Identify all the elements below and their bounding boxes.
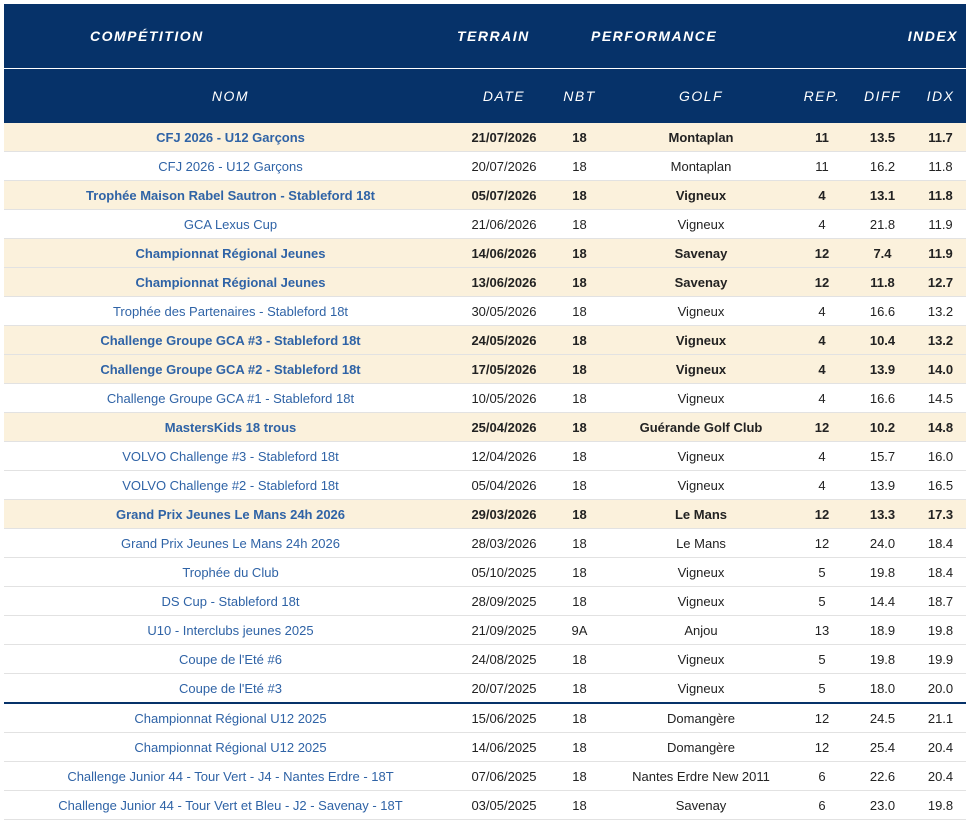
cell-rep: 4 <box>794 326 850 355</box>
cell-diff: 16.6 <box>850 297 915 326</box>
header-group-row <box>4 4 966 69</box>
cell-idx: 14.0 <box>915 355 966 384</box>
table-row[interactable] <box>4 471 966 500</box>
cell-nbt: 18 <box>551 703 608 733</box>
table-row[interactable] <box>4 616 966 645</box>
cell-golf: Vigneux <box>608 384 794 413</box>
performance-table-container <box>4 4 966 820</box>
cell-nbt: 18 <box>551 587 608 616</box>
cell-rep: 11 <box>794 152 850 181</box>
cell-date: 14/06/2025 <box>457 733 551 762</box>
table-row[interactable] <box>4 529 966 558</box>
cell-competition-name[interactable]: U10 - Interclubs jeunes 2025 <box>4 616 457 645</box>
header-group-competition: COMPÉTITION <box>4 4 457 69</box>
cell-idx: 19.8 <box>915 616 966 645</box>
cell-competition-name[interactable]: Grand Prix Jeunes Le Mans 24h 2026 <box>4 529 457 558</box>
table-row[interactable] <box>4 268 966 297</box>
column-header-idx[interactable]: IDX <box>915 69 966 124</box>
cell-rep: 5 <box>794 587 850 616</box>
cell-date: 12/04/2026 <box>457 442 551 471</box>
cell-diff: 13.3 <box>850 500 915 529</box>
cell-date: 07/06/2025 <box>457 762 551 791</box>
cell-diff: 18.0 <box>850 674 915 704</box>
cell-nbt: 18 <box>551 152 608 181</box>
cell-diff: 13.9 <box>850 355 915 384</box>
table-row[interactable] <box>4 674 966 704</box>
cell-golf: Vigneux <box>608 587 794 616</box>
cell-diff: 24.5 <box>850 703 915 733</box>
cell-date: 05/10/2025 <box>457 558 551 587</box>
header-column-row <box>4 69 966 124</box>
cell-date: 21/09/2025 <box>457 616 551 645</box>
cell-rep: 13 <box>794 616 850 645</box>
cell-date: 15/06/2025 <box>457 703 551 733</box>
cell-date: 13/06/2026 <box>457 268 551 297</box>
table-row[interactable] <box>4 413 966 442</box>
cell-rep: 5 <box>794 558 850 587</box>
cell-golf: Montaplan <box>608 152 794 181</box>
cell-golf: Vigneux <box>608 181 794 210</box>
cell-rep: 5 <box>794 674 850 704</box>
cell-idx: 20.4 <box>915 733 966 762</box>
cell-diff: 15.7 <box>850 442 915 471</box>
cell-nbt: 18 <box>551 791 608 820</box>
cell-competition-name[interactable]: VOLVO Challenge #3 - Stableford 18t <box>4 442 457 471</box>
cell-nbt: 9A <box>551 616 608 645</box>
cell-idx: 21.1 <box>915 703 966 733</box>
cell-diff: 13.9 <box>850 471 915 500</box>
table-row[interactable] <box>4 645 966 674</box>
cell-golf: Vigneux <box>608 645 794 674</box>
cell-competition-name[interactable]: Championnat Régional Jeunes <box>4 268 457 297</box>
cell-idx: 18.7 <box>915 587 966 616</box>
cell-golf: Vigneux <box>608 355 794 384</box>
table-row[interactable] <box>4 384 966 413</box>
cell-rep: 4 <box>794 442 850 471</box>
cell-nbt: 18 <box>551 268 608 297</box>
column-header-date[interactable]: DATE <box>457 69 551 124</box>
table-row[interactable] <box>4 210 966 239</box>
table-row[interactable] <box>4 587 966 616</box>
cell-rep: 12 <box>794 733 850 762</box>
cell-golf: Vigneux <box>608 326 794 355</box>
column-header-nom[interactable]: NOM <box>4 69 457 124</box>
cell-competition-name[interactable]: Challenge Groupe GCA #3 - Stableford 18t <box>4 326 457 355</box>
cell-competition-name[interactable]: Grand Prix Jeunes Le Mans 24h 2026 <box>4 500 457 529</box>
cell-date: 14/06/2026 <box>457 239 551 268</box>
cell-date: 20/07/2026 <box>457 152 551 181</box>
cell-nbt: 18 <box>551 733 608 762</box>
cell-idx: 20.0 <box>915 674 966 704</box>
cell-nbt: 18 <box>551 210 608 239</box>
cell-nbt: 18 <box>551 355 608 384</box>
cell-idx: 16.0 <box>915 442 966 471</box>
cell-rep: 12 <box>794 413 850 442</box>
cell-golf: Vigneux <box>608 297 794 326</box>
cell-date: 03/05/2025 <box>457 791 551 820</box>
performance-table <box>4 4 966 820</box>
column-header-rep[interactable]: REP. <box>794 69 850 124</box>
table-row[interactable] <box>4 355 966 384</box>
cell-nbt: 18 <box>551 529 608 558</box>
cell-competition-name[interactable]: Trophée du Club <box>4 558 457 587</box>
cell-competition-name[interactable]: GCA Lexus Cup <box>4 210 457 239</box>
cell-rep: 12 <box>794 500 850 529</box>
cell-golf: Savenay <box>608 791 794 820</box>
cell-golf: Vigneux <box>608 558 794 587</box>
cell-rep: 4 <box>794 384 850 413</box>
cell-idx: 18.4 <box>915 558 966 587</box>
cell-idx: 12.7 <box>915 268 966 297</box>
cell-golf: Domangère <box>608 703 794 733</box>
cell-competition-name[interactable]: Challenge Junior 44 - Tour Vert et Bleu - J2 - Savenay - 18T <box>4 791 457 820</box>
cell-competition-name[interactable]: VOLVO Challenge #2 - Stableford 18t <box>4 471 457 500</box>
cell-diff: 7.4 <box>850 239 915 268</box>
table-row[interactable] <box>4 152 966 181</box>
cell-date: 28/09/2025 <box>457 587 551 616</box>
cell-diff: 13.5 <box>850 123 915 152</box>
column-header-diff[interactable]: DIFF <box>850 69 915 124</box>
cell-competition-name[interactable]: DS Cup - Stableford 18t <box>4 587 457 616</box>
cell-golf: Vigneux <box>608 210 794 239</box>
cell-competition-name[interactable]: Challenge Groupe GCA #2 - Stableford 18t <box>4 355 457 384</box>
cell-golf: Vigneux <box>608 674 794 704</box>
cell-nbt: 18 <box>551 326 608 355</box>
cell-date: 05/04/2026 <box>457 471 551 500</box>
cell-date: 17/05/2026 <box>457 355 551 384</box>
cell-competition-name[interactable]: Championnat Régional U12 2025 <box>4 703 457 733</box>
cell-nbt: 18 <box>551 239 608 268</box>
cell-date: 25/04/2026 <box>457 413 551 442</box>
table-row[interactable] <box>4 239 966 268</box>
cell-nbt: 18 <box>551 413 608 442</box>
column-header-nbt[interactable]: NBT <box>551 69 608 124</box>
cell-rep: 4 <box>794 355 850 384</box>
cell-diff: 18.9 <box>850 616 915 645</box>
table-row[interactable] <box>4 181 966 210</box>
cell-rep: 4 <box>794 471 850 500</box>
cell-competition-name[interactable]: CFJ 2026 - U12 Garçons <box>4 123 457 152</box>
cell-idx: 14.5 <box>915 384 966 413</box>
cell-golf: Anjou <box>608 616 794 645</box>
cell-competition-name[interactable]: Coupe de l'Eté #3 <box>4 674 457 704</box>
cell-date: 05/07/2026 <box>457 181 551 210</box>
cell-rep: 6 <box>794 762 850 791</box>
cell-diff: 25.4 <box>850 733 915 762</box>
cell-date: 24/08/2025 <box>457 645 551 674</box>
cell-idx: 19.9 <box>915 645 966 674</box>
cell-rep: 4 <box>794 181 850 210</box>
cell-nbt: 18 <box>551 384 608 413</box>
cell-rep: 12 <box>794 703 850 733</box>
cell-nbt: 18 <box>551 558 608 587</box>
cell-golf: Domangère <box>608 733 794 762</box>
cell-competition-name[interactable]: MastersKids 18 trous <box>4 413 457 442</box>
cell-idx: 20.4 <box>915 762 966 791</box>
cell-golf: Vigneux <box>608 442 794 471</box>
cell-date: 21/07/2026 <box>457 123 551 152</box>
cell-competition-name[interactable]: CFJ 2026 - U12 Garçons <box>4 152 457 181</box>
cell-date: 10/05/2026 <box>457 384 551 413</box>
cell-rep: 12 <box>794 239 850 268</box>
table-row[interactable] <box>4 733 966 762</box>
cell-diff: 22.6 <box>850 762 915 791</box>
header-group-index: INDEX <box>850 4 966 69</box>
cell-competition-name[interactable]: Trophée Maison Rabel Sautron - Stableford 18t <box>4 181 457 210</box>
cell-date: 24/05/2026 <box>457 326 551 355</box>
table-row[interactable] <box>4 762 966 791</box>
cell-idx: 17.3 <box>915 500 966 529</box>
column-header-golf[interactable]: GOLF <box>608 69 794 124</box>
cell-golf: Savenay <box>608 239 794 268</box>
cell-golf: Le Mans <box>608 500 794 529</box>
cell-golf: Savenay <box>608 268 794 297</box>
cell-diff: 10.4 <box>850 326 915 355</box>
cell-idx: 13.2 <box>915 297 966 326</box>
table-row[interactable] <box>4 558 966 587</box>
cell-golf: Guérande Golf Club <box>608 413 794 442</box>
cell-rep: 12 <box>794 268 850 297</box>
cell-nbt: 18 <box>551 500 608 529</box>
cell-idx: 11.9 <box>915 210 966 239</box>
table-row[interactable] <box>4 791 966 820</box>
cell-competition-name[interactable]: Championnat Régional U12 2025 <box>4 733 457 762</box>
cell-golf: Montaplan <box>608 123 794 152</box>
cell-date: 29/03/2026 <box>457 500 551 529</box>
cell-date: 21/06/2026 <box>457 210 551 239</box>
table-body <box>4 123 966 820</box>
cell-diff: 19.8 <box>850 558 915 587</box>
cell-diff: 13.1 <box>850 181 915 210</box>
cell-nbt: 18 <box>551 297 608 326</box>
cell-diff: 16.2 <box>850 152 915 181</box>
cell-diff: 23.0 <box>850 791 915 820</box>
table-row[interactable] <box>4 442 966 471</box>
cell-idx: 11.7 <box>915 123 966 152</box>
cell-diff: 21.8 <box>850 210 915 239</box>
cell-golf: Nantes Erdre New 2011 <box>608 762 794 791</box>
table-row[interactable] <box>4 297 966 326</box>
table-header <box>4 4 966 123</box>
cell-idx: 16.5 <box>915 471 966 500</box>
cell-rep: 5 <box>794 645 850 674</box>
cell-competition-name[interactable]: Trophée des Partenaires - Stableford 18t <box>4 297 457 326</box>
cell-golf: Le Mans <box>608 529 794 558</box>
cell-diff: 10.2 <box>850 413 915 442</box>
table-row[interactable] <box>4 703 966 733</box>
cell-rep: 11 <box>794 123 850 152</box>
cell-diff: 24.0 <box>850 529 915 558</box>
cell-date: 30/05/2026 <box>457 297 551 326</box>
cell-idx: 11.8 <box>915 152 966 181</box>
cell-diff: 14.4 <box>850 587 915 616</box>
cell-nbt: 18 <box>551 645 608 674</box>
cell-idx: 11.8 <box>915 181 966 210</box>
cell-nbt: 18 <box>551 471 608 500</box>
cell-nbt: 18 <box>551 762 608 791</box>
cell-nbt: 18 <box>551 181 608 210</box>
cell-idx: 13.2 <box>915 326 966 355</box>
table-row[interactable] <box>4 123 966 152</box>
cell-nbt: 18 <box>551 123 608 152</box>
cell-rep: 12 <box>794 529 850 558</box>
cell-rep: 6 <box>794 791 850 820</box>
cell-date: 28/03/2026 <box>457 529 551 558</box>
cell-diff: 11.8 <box>850 268 915 297</box>
table-row[interactable] <box>4 326 966 355</box>
cell-idx: 11.9 <box>915 239 966 268</box>
cell-rep: 4 <box>794 210 850 239</box>
cell-nbt: 18 <box>551 442 608 471</box>
cell-golf: Vigneux <box>608 471 794 500</box>
cell-idx: 19.8 <box>915 791 966 820</box>
cell-competition-name[interactable]: Championnat Régional Jeunes <box>4 239 457 268</box>
cell-rep: 4 <box>794 297 850 326</box>
header-group-performance: PERFORMANCE <box>551 4 850 69</box>
cell-nbt: 18 <box>551 674 608 704</box>
cell-date: 20/07/2025 <box>457 674 551 704</box>
cell-diff: 19.8 <box>850 645 915 674</box>
table-row[interactable] <box>4 500 966 529</box>
cell-competition-name[interactable]: Coupe de l'Eté #6 <box>4 645 457 674</box>
cell-idx: 18.4 <box>915 529 966 558</box>
cell-competition-name[interactable]: Challenge Groupe GCA #1 - Stableford 18t <box>4 384 457 413</box>
header-group-terrain: TERRAIN <box>457 4 551 69</box>
cell-diff: 16.6 <box>850 384 915 413</box>
cell-competition-name[interactable]: Challenge Junior 44 - Tour Vert - J4 - Nantes Erdre - 18T <box>4 762 457 791</box>
cell-idx: 14.8 <box>915 413 966 442</box>
